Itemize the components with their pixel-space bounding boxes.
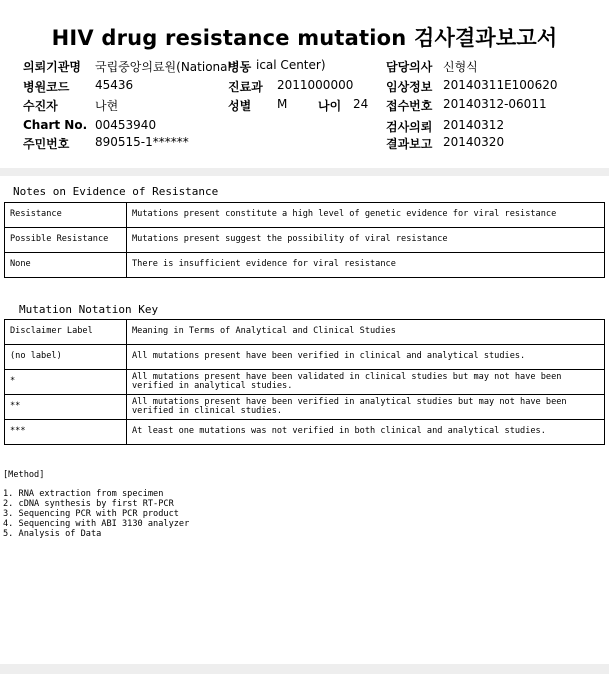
header-divider (0, 168, 609, 176)
age-label: 나이 (318, 99, 342, 113)
evidence-table (4, 202, 605, 278)
method-step: 4. Sequencing with ABI 3130 analyzer (3, 519, 190, 529)
institution-label: 의뢰기관명 (23, 60, 81, 74)
report-date-value: 20140320 (443, 135, 505, 149)
table-header-row (5, 320, 605, 345)
receipt-no-value: 20140312-06011 (443, 97, 547, 111)
doctor-value: 신형식 (443, 60, 478, 74)
method-step: 3. Sequencing PCR with PCR product (3, 509, 179, 519)
footer-band (0, 664, 609, 674)
notation-label: *** (5, 420, 127, 445)
ward-label: 병동 (228, 60, 252, 74)
notation-text: All mutations present have been verified in clinical and analytical studies. (127, 345, 605, 370)
request-date-value: 20140312 (443, 118, 505, 132)
table-row (5, 420, 605, 445)
notation-text: At least one mutations was not verified in both clinical and analytical studies. (127, 420, 605, 445)
doctor-label: 담당의사 (386, 60, 433, 74)
column-header-meaning: Meaning in Terms of Analytical and Clinical Studies (127, 320, 605, 345)
table-row (5, 345, 605, 370)
notation-text: All mutations present have been verified in analytical studies but may not have been verified in clinical studies. (127, 395, 605, 420)
table-row (5, 203, 605, 228)
notation-label: * (5, 370, 127, 395)
table-row (5, 395, 605, 420)
patient-value: 나현 (95, 99, 119, 113)
method-step: 1. RNA extraction from specimen (3, 489, 164, 499)
patient-label: 수진자 (23, 99, 58, 113)
column-header-label: Disclaimer Label (5, 320, 127, 345)
dept-label: 진료과 (228, 80, 263, 94)
evidence-text: Mutations present constitute a high level of genetic evidence for viral resistance (127, 203, 605, 228)
method-heading: [Method] (3, 470, 45, 480)
evidence-heading: Notes on Evidence of Resistance (13, 185, 219, 198)
chart-no-label: Chart No. (23, 118, 88, 132)
request-date-label: 검사의뢰 (386, 120, 433, 134)
evidence-label: None (5, 253, 127, 278)
notation-table (4, 319, 605, 445)
report-date-label: 결과보고 (386, 137, 433, 151)
ward-value: ical Center) (256, 58, 326, 72)
report-title: HIV drug resistance mutation 검사결과보고서 (51, 26, 558, 50)
evidence-label: Possible Resistance (5, 228, 127, 253)
notation-heading: Mutation Notation Key (19, 303, 159, 316)
table-row (5, 370, 605, 395)
institution-value: 국립중앙의료원(National (95, 60, 231, 74)
hospital-code-value: 45436 (95, 78, 134, 92)
dept-value: 2011000000 (277, 78, 354, 92)
evidence-text: Mutations present suggest the possibility of viral resistance (127, 228, 605, 253)
id-label: 주민번호 (23, 137, 70, 151)
id-value: 890515-1****** (95, 135, 189, 149)
sex-value: M (277, 97, 288, 111)
hospital-code-label: 병원코드 (23, 80, 70, 94)
notation-text: All mutations present have been validated in clinical studies but may not have been verified in analytical studies. (127, 370, 605, 395)
notation-label: ** (5, 395, 127, 420)
sex-label: 성별 (228, 99, 252, 113)
age-value: 24 (353, 97, 369, 111)
receipt-no-label: 접수번호 (386, 99, 433, 113)
clinical-info-value: 20140311E100620 (443, 78, 558, 92)
table-row (5, 253, 605, 278)
chart-no-value: 00453940 (95, 118, 157, 132)
evidence-label: Resistance (5, 203, 127, 228)
table-row (5, 228, 605, 253)
notation-label: (no label) (5, 345, 127, 370)
evidence-text: There is insufficient evidence for viral resistance (127, 253, 605, 278)
method-step: 5. Analysis of Data (3, 529, 102, 539)
method-step: 2. cDNA synthesis by first RT-PCR (3, 499, 174, 509)
clinical-info-label: 임상정보 (386, 80, 433, 94)
